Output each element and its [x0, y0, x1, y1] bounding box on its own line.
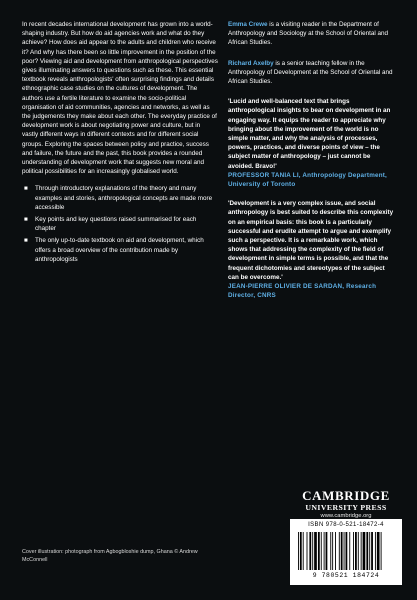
barcode-bar [324, 532, 325, 570]
author-bio-text: is a senior teaching fellow in the Anthropology of Development at the School of Oriental and African Studies. [228, 59, 393, 86]
endorsement-attribution: JEAN-PIERRE OLIVIER DE SARDAN, Research Director, CNRS [228, 283, 377, 300]
publisher-url: www.cambridge.org [320, 513, 372, 519]
endorsement-attribution: PROFESSOR TANIA LI, Anthropology Department, University of Toronto [228, 171, 387, 189]
bullet-icon: ■ [24, 237, 28, 245]
barcode-panel [290, 519, 402, 585]
barcode-bar [298, 532, 299, 570]
author-bio [228, 59, 396, 87]
barcode-bar [341, 532, 343, 570]
barcode-bar [321, 532, 322, 570]
barcode-bar [303, 532, 304, 570]
endorsement-text: 'Lucid and well-balanced text that brings anthropological insights to bear on development in an engaging way. It equips the reader to appreciate why bringing about the improvement of the world is no simple matter, and why the analysis of processes, powers, practices, and diverse points of view – the subject matter of anthropology – just cannot be avoided. Bravo!' [228, 98, 391, 170]
barcode-bar [361, 532, 362, 570]
cover-credit: Cover illustration: photograph from Agbogbloshie dump, Ghana © Andrew McConnell [22, 549, 198, 563]
barcode-bar [346, 532, 348, 570]
barcode-bar [349, 532, 350, 570]
barcode-bar [300, 532, 302, 570]
barcode-bar [312, 532, 313, 570]
barcode-bar [371, 532, 373, 570]
author-bio [228, 20, 396, 48]
author-name: Emma Crewe [228, 21, 268, 28]
author-name: Richard Axelby [228, 59, 274, 67]
barcode-bar [375, 532, 376, 570]
left-column [22, 20, 218, 267]
barcode-digits: 9 780521 184724 [312, 572, 380, 579]
feature-item [22, 215, 218, 233]
right-column [228, 20, 396, 310]
barcode-bar [344, 532, 345, 570]
publisher-name: CAMBRIDGE [302, 488, 390, 503]
feature-item [22, 184, 218, 212]
barcode-bar [307, 532, 308, 570]
barcode-bar [314, 532, 317, 570]
barcode-bar [366, 532, 368, 570]
barcode-bar [339, 532, 340, 570]
publisher-subtitle: UNIVERSITY PRESS [305, 503, 387, 512]
barcode-bar [355, 532, 357, 570]
barcode-bar [381, 532, 382, 570]
author-bio-text: is a visiting reader in the Department of Anthropology and Sociology at the School of Oriental and African Studies. [228, 21, 388, 47]
endorsement [228, 199, 396, 300]
isbn-label: ISBN 978-0-521-18472-4 [308, 522, 384, 528]
barcode-bar [377, 532, 380, 570]
endorsement-text: 'Development is a very complex issue, and social anthropology is best suited to describe this complexity on an empirical basis: this book is a particularly successful and erudite attempt to argue and exemplify such a perspective. It is a remarkable work, which shows that addressing the complexity of the field of development in simple terms is possible, and that the frequent dichotomies and stereotypes of the subject can be overcome.' [228, 200, 394, 281]
barcode-bar [358, 532, 359, 570]
bullet-icon: ■ [24, 216, 28, 224]
barcode-bar [330, 532, 331, 570]
barcode-bar [363, 532, 366, 570]
barcode-bar [309, 532, 311, 570]
feature-item [22, 236, 218, 264]
barcode-graphic [298, 532, 394, 570]
feature-text: The only up-to-date textbook on aid and development, which offers a broad overview of the contribution made by anthropologists [35, 237, 204, 263]
barcode-bar [369, 532, 370, 570]
bullet-icon: ■ [24, 185, 28, 193]
barcode-bar [318, 532, 320, 570]
barcode-bar [332, 532, 333, 570]
barcode-bar [353, 532, 354, 570]
publisher-logo [290, 489, 402, 519]
feature-list [22, 184, 218, 264]
barcode-bar [326, 532, 328, 570]
barcode-bar [335, 532, 336, 570]
book-blurb: In recent decades international development has grown into a world-shaping industry. But how do aid agencies work and what do they achieve? How does aid appear to the adults and children who receive it? And why has there been so little improvement in the position of the poor? Viewing aid and development from anthropological perspectives gives illuminating answers to questions such as these. This essential textbook reveals anthropologists' often surprising findings and details ethnographic case studies on the cultures of development. The authors use a fertile literature to examine the socio-political organisation of aid communities, agencies and networks, as well as the judgements they make about each other. The everyday practice of development work is about negotiating power and culture, but in vastly different ways in different contexts and for different social groups. Exploring the spaces between policy and practice, success and failure, the future and the past, this book provides a rounded understanding of development work that suggests new moral and political possibilities for an increasingly globalised world. [22, 21, 218, 176]
endorsement [228, 97, 396, 189]
feature-text: Key points and key questions raised summarised for each chapter [35, 216, 197, 233]
feature-text: Through introductory explanations of the theory and many examples and stories, anthropological concepts are made more accessible [35, 185, 213, 211]
